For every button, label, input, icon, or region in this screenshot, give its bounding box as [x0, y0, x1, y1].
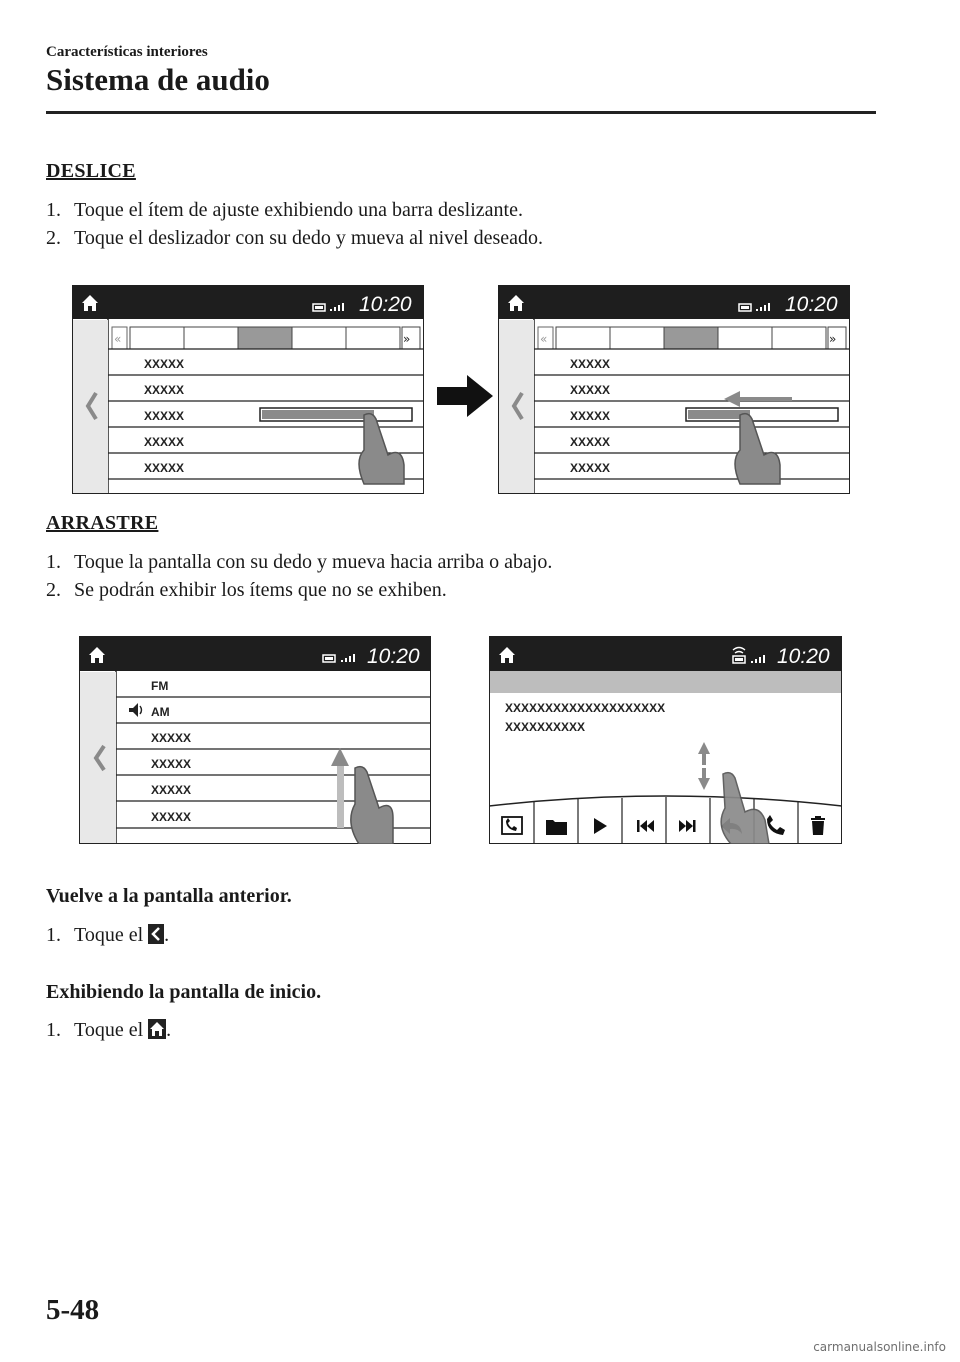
message-line-2: XXXXXXXXXX [505, 720, 586, 734]
list-item: XXXXX [151, 757, 192, 771]
list-item: XXXXX [570, 409, 611, 423]
svg-text:«: « [114, 332, 122, 346]
chapter-title: Características interiores [46, 44, 208, 60]
slider-fill [262, 410, 374, 419]
header-divider [46, 111, 876, 114]
list-item: XXXXX [144, 461, 185, 475]
clock: 10:20 [777, 645, 830, 668]
list-item: XXXXX [144, 383, 185, 397]
list-item: XXXXX [151, 731, 192, 745]
tab-bar [538, 327, 846, 349]
drag-list-screen [79, 636, 431, 844]
section-title-home: Exhibiendo la pantalla de inicio. [46, 981, 322, 1003]
arrastre-step-1: 1. Toque la pantalla con su dedo y mueva hacia arriba o abajo. [46, 551, 553, 573]
section-title-arrastre: ARRASTRE [46, 512, 159, 534]
folder-icon [546, 820, 567, 835]
page-title: Sistema de audio [46, 62, 270, 97]
section-title-back: Vuelve a la pantalla anterior. [46, 885, 292, 907]
list-item: XXXXX [151, 810, 192, 824]
list-item: XXXXX [570, 435, 611, 449]
watermark: carmanualsonline.info [813, 1340, 946, 1354]
list-item: XXXXX [570, 357, 611, 371]
list-item-fm: FM [151, 679, 169, 693]
arrow-right-icon [437, 375, 495, 417]
list-item-am: AM [151, 705, 170, 719]
list-item: XXXXX [144, 409, 185, 423]
slider-screen-before [72, 285, 424, 494]
tab-bar [112, 327, 420, 349]
clock: 10:20 [359, 293, 412, 316]
drag-message-screen [489, 636, 842, 844]
arrastre-step-2: 2. Se podrán exhibir los ítems que no se exhiben. [46, 579, 447, 601]
deslice-step-2: 2. Toque el deslizador con su dedo y mueva al nivel deseado. [46, 227, 544, 249]
deslice-step-1: 1. Toque el ítem de ajuste exhibiendo una barra deslizante. [46, 199, 523, 221]
svg-text:»: » [829, 332, 837, 346]
list-item: XXXXX [144, 435, 185, 449]
list-item: XXXXX [144, 357, 185, 371]
home-step-1: 1. Toque el . [46, 1019, 172, 1041]
back-step-1: 1. Toque el . [46, 924, 170, 946]
list-item: XXXXX [570, 461, 611, 475]
back-chevron-icon [148, 924, 164, 944]
clock: 10:20 [367, 645, 420, 668]
list-item: XXXXX [151, 783, 192, 797]
home-icon [148, 1019, 166, 1039]
message-line-1: XXXXXXXXXXXXXXXXXXXX [505, 701, 666, 715]
page-number: 5-48 [46, 1294, 100, 1326]
slider-screen-after [498, 285, 850, 494]
svg-text:»: » [403, 332, 411, 346]
list-item: XXXXX [570, 383, 611, 397]
trash-icon [811, 816, 825, 835]
svg-text:«: « [540, 332, 548, 346]
section-title-deslice: DESLICE [46, 160, 136, 182]
clock: 10:20 [785, 293, 838, 316]
